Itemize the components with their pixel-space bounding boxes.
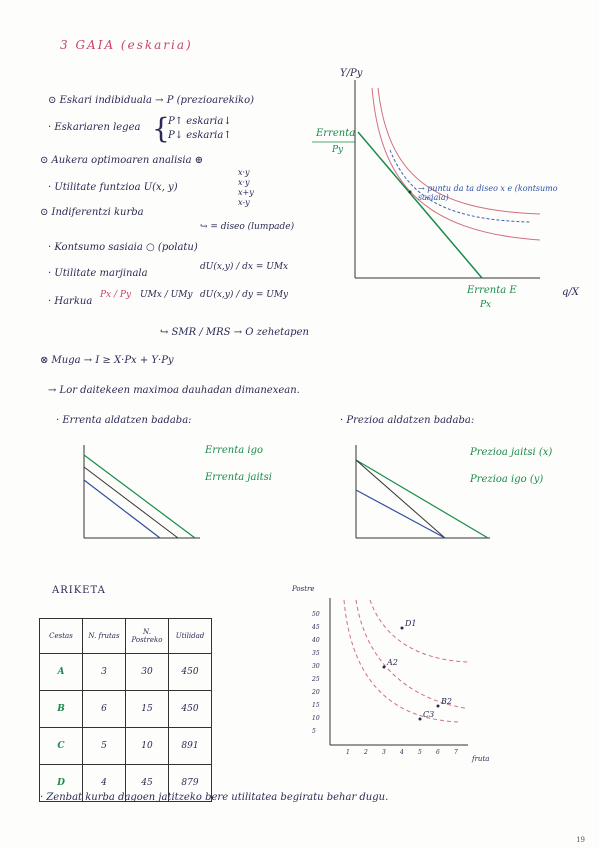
- errenta-bottom-label: Errenta E: [467, 285, 517, 296]
- errenta-top-sub: Py: [332, 145, 344, 155]
- table-cell: 5: [83, 728, 126, 765]
- note-line: x-y: [238, 198, 250, 207]
- y-tick-label: 45: [312, 624, 320, 631]
- errenta-bottom-sub: Px: [480, 300, 492, 310]
- table-cell: 45: [126, 765, 169, 802]
- footer-note: · Zenbat kurba dagoen jatitzeko bere utilitatea begiratu behar dugu.: [40, 792, 389, 803]
- table-cell: 450: [169, 654, 212, 691]
- y-tick-label: 25: [312, 676, 320, 683]
- y-tick-label: 35: [312, 650, 320, 657]
- note-line: x·y: [238, 178, 250, 187]
- table-cell: 3: [83, 654, 126, 691]
- table-cell: A: [40, 654, 83, 691]
- data-point: [437, 705, 440, 708]
- page-title: 3 GAIA (eskaria): [60, 38, 193, 52]
- note-line: ↪ SMR / MRS → O zehetapen: [160, 327, 309, 338]
- note-line: P↑ eskaria↓: [168, 116, 232, 127]
- note-line: ⊙ Eskari indibiduala → P (prezioarekiko): [48, 95, 255, 106]
- note-line: · Harkua: [48, 296, 93, 307]
- y-tick-label: 40: [312, 637, 320, 644]
- y-tick-label: 20: [312, 689, 320, 696]
- data-point: [401, 627, 404, 630]
- table-header: Cestas: [40, 619, 83, 654]
- table-cell: 891: [169, 728, 212, 765]
- table-header: Utilidad: [169, 619, 212, 654]
- note-line: ↪ = diseo (lumpade): [200, 222, 295, 232]
- y-tick-label: 10: [312, 715, 320, 722]
- errenta-top-label: Errenta: [316, 128, 356, 139]
- note-line: x·y: [238, 168, 250, 177]
- y-tick-label: 30: [312, 663, 320, 670]
- x-tick-label: 3: [382, 749, 386, 756]
- note-line: x+y: [238, 188, 254, 197]
- note-line: · Kontsumo sasiaia ○ (polatu): [48, 242, 198, 253]
- note-line: ⊙ Indiferentzi kurba: [40, 207, 144, 218]
- note-line: · Prezioa aldatzen badaba:: [340, 415, 475, 426]
- note-line: → Lor daitekeen maximoa dauhadan dimanexean.: [48, 385, 300, 396]
- x-axis-label: fruta: [472, 755, 490, 763]
- note-line: · Errenta aldatzen badaba:: [56, 415, 192, 426]
- table-cell: 15: [126, 691, 169, 728]
- x-tick-label: 6: [436, 749, 440, 756]
- table-cell: 6: [83, 691, 126, 728]
- table-cell: 879: [169, 765, 212, 802]
- x-tick-label: 2: [364, 749, 368, 756]
- x-tick-label: 4: [400, 749, 404, 756]
- x-tick-label: 1: [346, 749, 350, 756]
- note-line: · Utilitate funtzioa U(x, y): [48, 182, 178, 193]
- y-tick-label: 5: [312, 728, 316, 735]
- graph2-label-down: Errenta jaitsi: [205, 472, 272, 483]
- note-line: dU(x,y) / dx = UMx: [200, 262, 289, 272]
- table-cell: 30: [126, 654, 169, 691]
- point-label: B2: [441, 697, 452, 706]
- graph3-label-down: Prezioa jaitsi (x): [470, 447, 553, 458]
- table-cell: B: [40, 691, 83, 728]
- table-cell: C: [40, 728, 83, 765]
- note-line: dU(x,y) / dy = UMy: [200, 290, 289, 300]
- y-axis-label: Postre: [292, 585, 315, 593]
- data-point: [419, 718, 422, 721]
- note-line: · Utilitate marjinala: [48, 268, 148, 279]
- note-line: ⊙ Aukera optimoaren analisia ⊕: [40, 155, 204, 166]
- y-tick-label: 50: [312, 611, 320, 618]
- table-cell: 450: [169, 691, 212, 728]
- point-note: → puntu da ta diseo x e (kontsumo sasiaia): [418, 184, 558, 202]
- table-cell: 4: [83, 765, 126, 802]
- note-line: UMx / UMy: [140, 290, 193, 300]
- table-header: N. frutas: [83, 619, 126, 654]
- point-label: D1: [405, 619, 417, 628]
- brace-icon: {: [152, 112, 170, 145]
- x-tick-label: 5: [418, 749, 422, 756]
- x-axis-label: q/X: [562, 287, 579, 298]
- point-label: A2: [387, 658, 398, 667]
- note-line: P↓ eskaria↑: [168, 130, 232, 141]
- x-tick-label: 7: [454, 749, 458, 756]
- table-header: N. Postreko: [126, 619, 169, 654]
- graph2-label-up: Errenta igo: [205, 445, 263, 456]
- table-cell: D: [40, 765, 83, 802]
- note-line: ⊗ Muga → I ≥ X·Px + Y·Py: [40, 355, 174, 366]
- example-title: ARIKETA: [52, 585, 106, 596]
- y-axis-label: Y/Py: [340, 68, 363, 79]
- page-number: 19: [576, 836, 585, 844]
- data-point: [383, 666, 386, 669]
- y-tick-label: 15: [312, 702, 320, 709]
- note-line: Px / Py: [100, 290, 132, 300]
- graph3-label-up: Prezioa igo (y): [470, 474, 544, 485]
- table-cell: 10: [126, 728, 169, 765]
- note-line: · Eskariaren legea: [48, 122, 141, 133]
- point-label: C3: [423, 710, 435, 719]
